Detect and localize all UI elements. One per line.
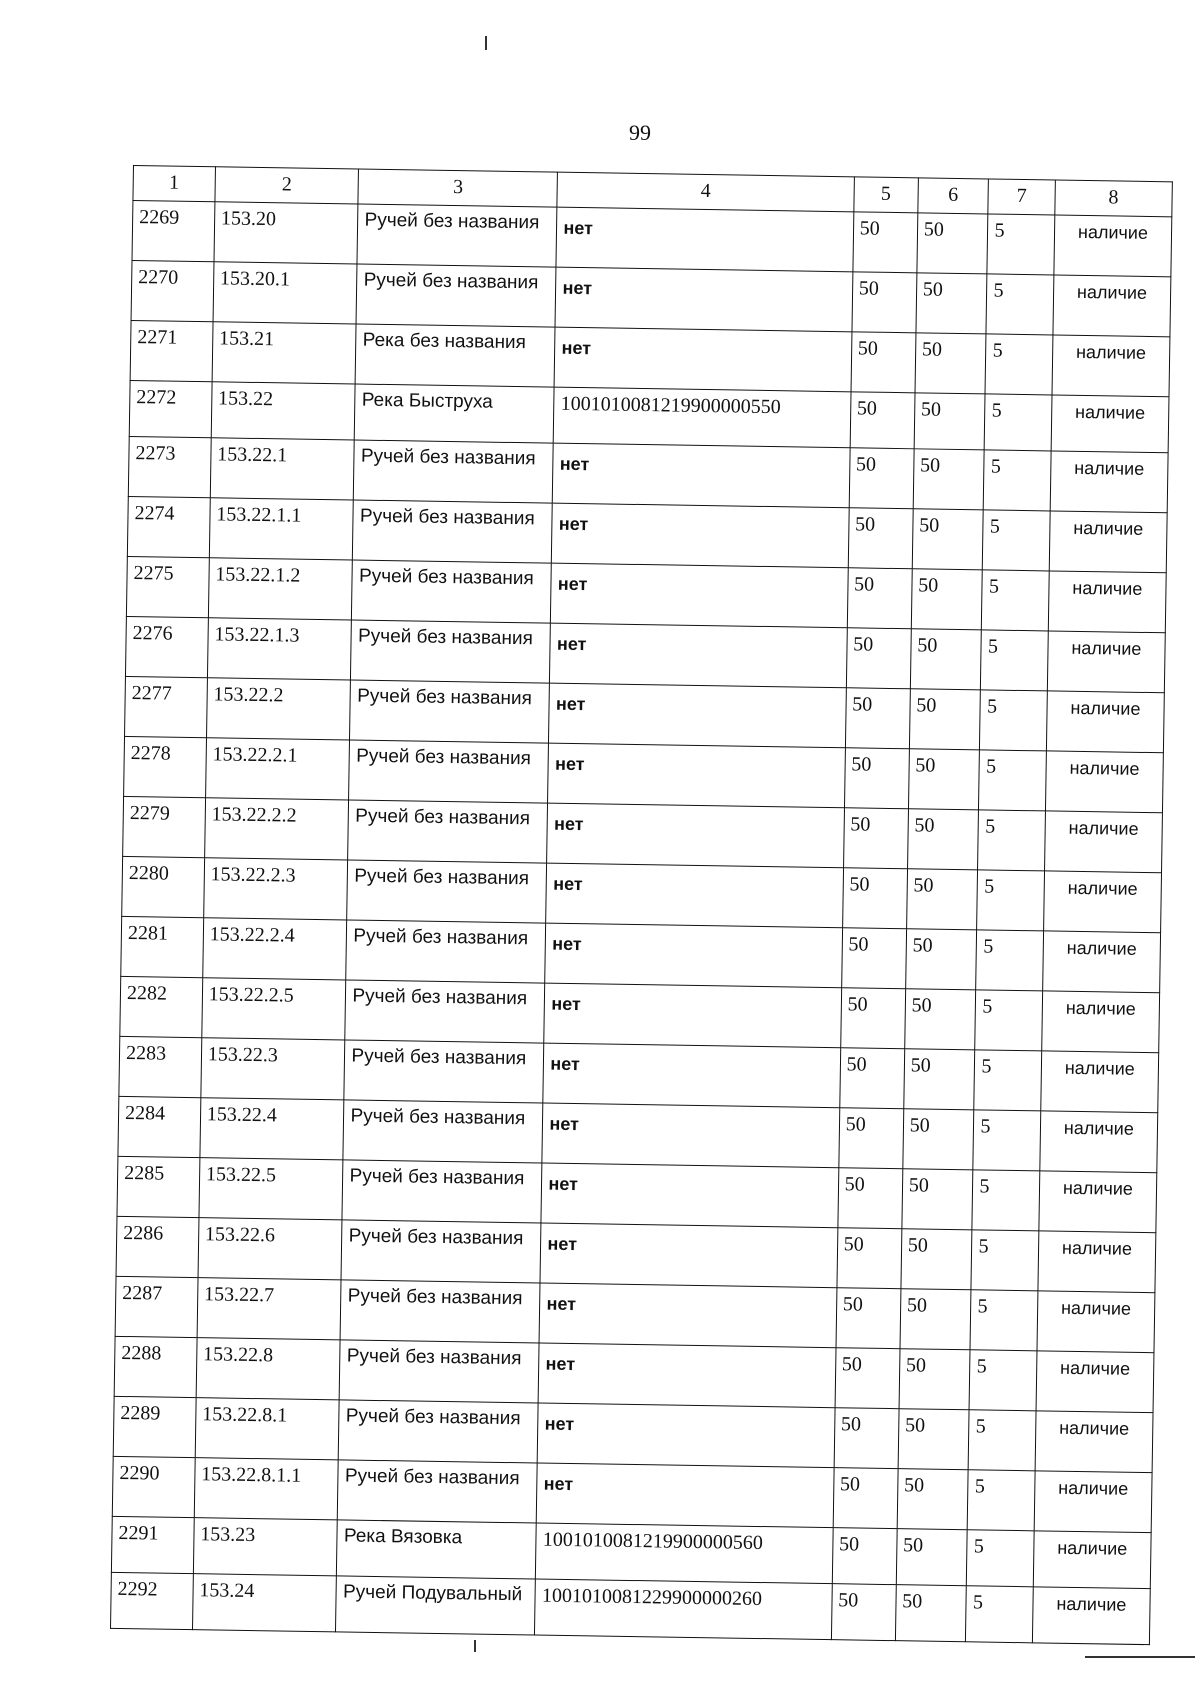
row-code-cell: 153.22.2.4 [203,918,348,980]
row-name-cell: Ручей без названия [356,264,556,327]
row-code-cell: 153.22.2.5 [202,978,347,1040]
row-name-cell: Ручей без названия [351,620,551,683]
header-cell: 5 [853,177,918,213]
row-value-col7-cell: 5 [982,570,1049,631]
row-registry-code-cell: нет [548,743,845,808]
row-status-cell: наличие [1041,1051,1159,1113]
row-code-cell: 153.20.1 [213,262,358,324]
row-value-col6-cell: 50 [911,569,983,630]
scan-line [1085,1656,1195,1658]
row-name-cell: Ручей без названия [340,1340,540,1403]
row-registry-code-cell: нет [554,327,851,392]
row-name-cell: Ручей без названия [350,680,550,743]
row-value-col7-cell: 5 [966,1586,1033,1643]
row-status-cell: наличие [1043,871,1161,933]
table-body [111,201,1172,1645]
row-name-cell: Ручей Подувальный [336,1576,536,1635]
header-cell: 3 [358,169,557,207]
row-name-cell: Ручей без названия [348,800,548,863]
row-code-cell: 153.22 [211,382,356,440]
row-number-cell: 2289 [113,1396,196,1457]
row-value-col5-cell: 50 [836,1288,901,1349]
row-status-cell: наличие [1039,1171,1157,1233]
row-status-cell: наличие [1037,1291,1155,1353]
row-registry-code-cell: нет [555,267,852,332]
row-value-col5-cell: 50 [848,508,913,569]
row-status-cell: наличие [1050,451,1168,513]
row-registry-code-cell: нет [537,1463,834,1528]
row-value-col6-cell: 50 [909,689,981,750]
row-name-cell: Ручей без названия [342,1160,542,1223]
row-name-cell: Ручей без названия [346,920,546,983]
page-number: 99 [629,120,651,145]
row-status-cell: наличие [1040,1111,1158,1173]
row-code-cell: 153.22.8 [196,1338,341,1400]
row-code-cell: 153.22.4 [200,1098,345,1160]
row-registry-code-cell: нет [547,803,844,868]
header-cell: 2 [215,167,359,204]
row-value-col6-cell: 50 [915,333,987,394]
row-value-col6-cell: 50 [917,213,989,274]
row-registry-code-cell: нет [552,503,849,568]
row-name-cell: Ручей без названия [341,1220,541,1283]
row-value-col6-cell: 50 [907,809,979,870]
row-value-col6-cell: 50 [895,1585,967,1642]
row-value-col6-cell: 50 [900,1289,972,1350]
row-number-cell: 2269 [132,201,215,262]
row-code-cell: 153.22.2 [206,678,351,740]
row-number-cell: 2277 [125,676,208,737]
row-code-cell: 153.22.2.3 [203,858,348,920]
row-number-cell: 2291 [111,1516,194,1573]
row-registry-code-cell: нет [541,1163,838,1228]
row-value-col7-cell: 5 [970,1290,1037,1351]
row-status-cell: наличие [1036,1351,1154,1413]
row-status-cell: наличие [1038,1231,1156,1293]
row-value-col7-cell: 5 [979,750,1046,811]
row-status-cell: наличие [1045,751,1163,813]
row-value-col6-cell: 50 [908,749,980,810]
row-value-col5-cell: 50 [840,988,905,1049]
row-value-col7-cell: 5 [976,930,1043,991]
row-code-cell: 153.20 [214,202,359,264]
row-value-col7-cell: 5 [971,1230,1038,1291]
row-value-col7-cell: 5 [985,394,1052,451]
row-registry-code-cell: 1001010081219900000560 [536,1523,833,1584]
row-code-cell: 153.21 [212,322,357,384]
water-bodies-table [110,165,1173,1645]
row-value-col7-cell: 5 [987,214,1054,275]
row-value-col5-cell: 50 [851,332,916,393]
row-code-cell: 153.22.8.1.1 [194,1458,339,1520]
row-value-col6-cell: 50 [912,509,984,570]
row-value-col7-cell: 5 [973,1110,1040,1171]
row-value-col7-cell: 5 [974,1050,1041,1111]
row-value-col7-cell: 5 [984,450,1051,511]
row-number-cell: 2276 [125,616,208,677]
row-registry-code-cell: нет [543,1043,840,1108]
row-registry-code-cell: нет [545,923,842,988]
row-status-cell: наличие [1054,215,1172,277]
row-number-cell: 2288 [114,1336,197,1397]
row-value-col5-cell: 50 [846,628,911,689]
row-name-cell: Ручей без названия [344,1040,544,1103]
row-value-col7-cell: 5 [986,274,1053,335]
row-name-cell: Река Вязовка [337,1520,537,1579]
row-registry-code-cell: нет [542,1103,839,1168]
row-value-col7-cell: 5 [972,1170,1039,1231]
row-number-cell: 2275 [126,556,209,617]
row-value-col6-cell: 50 [897,1469,969,1530]
row-value-col6-cell: 50 [902,1169,974,1230]
row-code-cell: 153.22.5 [199,1158,344,1220]
row-number-cell: 2273 [128,436,211,497]
row-status-cell: наличие [1044,811,1162,873]
row-status-cell: наличие [1046,691,1164,753]
row-name-cell: Ручей без названия [357,204,557,267]
row-value-col7-cell: 5 [967,1530,1034,1587]
row-number-cell: 2270 [131,260,214,321]
row-value-col5-cell: 50 [852,272,917,333]
row-code-cell: 153.22.6 [198,1218,343,1280]
row-value-col5-cell: 50 [837,1228,902,1289]
row-number-cell: 2281 [121,916,204,977]
row-name-cell: Река без названия [356,324,556,387]
row-status-cell: наличие [1042,931,1160,993]
row-registry-code-cell: нет [539,1343,836,1408]
row-number-cell: 2272 [129,380,212,437]
row-value-col5-cell: 50 [838,1168,903,1229]
row-number-cell: 2279 [123,796,206,857]
row-value-col6-cell: 50 [896,1529,968,1586]
row-name-cell: Ручей без названия [338,1460,538,1523]
row-name-cell: Ручей без названия [345,980,545,1043]
row-registry-code-cell: нет [549,683,846,748]
scan-mark [485,36,487,50]
row-value-col7-cell: 5 [985,334,1052,395]
row-value-col5-cell: 50 [841,928,906,989]
row-value-col5-cell: 50 [831,1584,896,1641]
row-value-col7-cell: 5 [980,690,1047,751]
row-value-col5-cell: 50 [835,1348,900,1409]
row-status-cell: наличие [1053,275,1171,337]
row-name-cell: Ручей без названия [353,500,553,563]
row-value-col5-cell: 50 [850,392,915,449]
header-cell: 6 [918,178,989,214]
row-status-cell: наличие [1049,511,1167,573]
row-name-cell: Ручей без названия [349,740,549,803]
header-cell: 7 [988,179,1055,215]
row-name-cell: Ручей без названия [343,1100,543,1163]
row-code-cell: 153.22.1 [210,438,355,500]
row-value-col5-cell: 50 [847,568,912,629]
row-value-col7-cell: 5 [968,1470,1035,1531]
row-registry-code-cell: нет [553,443,850,508]
row-registry-code-cell: нет [544,983,841,1048]
row-value-col7-cell: 5 [970,1350,1037,1411]
scan-mark [474,1640,476,1652]
row-registry-code-cell: нет [551,563,848,628]
row-registry-code-cell: нет [546,863,843,928]
row-number-cell: 2278 [124,736,207,797]
row-code-cell: 153.22.7 [197,1278,342,1340]
row-registry-code-cell: нет [550,623,847,688]
row-registry-code-cell: 1001010081229900000260 [535,1579,832,1640]
row-value-col6-cell: 50 [904,989,976,1050]
row-registry-code-cell: 1001010081219900000550 [554,387,851,448]
row-value-col6-cell: 50 [910,629,982,690]
row-number-cell: 2287 [115,1276,198,1337]
row-value-col6-cell: 50 [903,1109,975,1170]
row-name-cell: Ручей без названия [352,560,552,623]
row-value-col6-cell: 50 [904,1049,976,1110]
row-value-col6-cell: 50 [914,393,986,450]
header-cell: 4 [557,172,854,212]
row-value-col7-cell: 5 [977,870,1044,931]
row-value-col5-cell: 50 [853,212,918,273]
row-value-col6-cell: 50 [905,929,977,990]
row-value-col7-cell: 5 [981,630,1048,691]
row-name-cell: Ручей без названия [354,440,554,503]
row-value-col6-cell: 50 [899,1349,971,1410]
row-value-col7-cell: 5 [969,1410,1036,1471]
row-value-col6-cell: 50 [916,273,988,334]
row-value-col6-cell: 50 [901,1229,973,1290]
row-number-cell: 2282 [120,976,203,1037]
row-value-col5-cell: 50 [833,1468,898,1529]
row-registry-code-cell: нет [538,1403,835,1468]
row-number-cell: 2285 [117,1156,200,1217]
row-number-cell: 2284 [118,1096,201,1157]
row-status-cell: наличие [1052,335,1170,397]
row-registry-code-cell: нет [556,207,853,272]
row-value-col5-cell: 50 [849,448,914,509]
row-status-cell: наличие [1034,1471,1152,1533]
row-number-cell: 2283 [119,1036,202,1097]
row-code-cell: 153.22.2.1 [205,738,350,800]
row-value-col5-cell: 50 [845,688,910,749]
row-status-cell: наличие [1032,1587,1150,1645]
row-value-col7-cell: 5 [983,510,1050,571]
row-status-cell: наличие [1033,1531,1151,1589]
row-status-cell: наличие [1041,991,1159,1053]
row-value-col6-cell: 50 [906,869,978,930]
row-value-col5-cell: 50 [842,868,907,929]
row-status-cell: наличие [1047,631,1165,693]
row-code-cell: 153.22.1.3 [207,618,352,680]
row-name-cell: Река Быструха [355,384,555,443]
row-code-cell: 153.22.3 [201,1038,346,1100]
row-number-cell: 2280 [122,856,205,917]
row-code-cell: 153.22.1.1 [209,498,354,560]
row-value-col5-cell: 50 [838,1108,903,1169]
row-code-cell: 153.24 [192,1574,337,1632]
row-registry-code-cell: нет [540,1223,837,1288]
row-number-cell: 2286 [116,1216,199,1277]
row-value-col6-cell: 50 [898,1409,970,1470]
row-value-col5-cell: 50 [834,1408,899,1469]
row-number-cell: 2292 [111,1572,194,1629]
row-value-col5-cell: 50 [839,1048,904,1109]
row-number-cell: 2290 [112,1456,195,1517]
row-value-col5-cell: 50 [844,748,909,809]
row-value-col7-cell: 5 [978,810,1045,871]
header-cell: 8 [1055,180,1173,217]
row-status-cell: наличие [1051,395,1169,453]
row-status-cell: наличие [1035,1411,1153,1473]
row-code-cell: 153.22.2.2 [204,798,349,860]
row-number-cell: 2274 [127,496,210,557]
row-number-cell: 2271 [130,320,213,381]
row-value-col5-cell: 50 [832,1528,897,1585]
row-status-cell: наличие [1048,571,1166,633]
row-name-cell: Ручей без названия [341,1280,541,1343]
row-name-cell: Ручей без названия [347,860,547,923]
row-code-cell: 153.23 [193,1518,338,1576]
row-registry-code-cell: нет [539,1283,836,1348]
row-code-cell: 153.22.8.1 [195,1398,340,1460]
row-value-col7-cell: 5 [975,990,1042,1051]
row-code-cell: 153.22.1.2 [208,558,353,620]
row-value-col5-cell: 50 [843,808,908,869]
row-name-cell: Ручей без названия [339,1400,539,1463]
row-value-col6-cell: 50 [913,449,985,510]
header-cell: 1 [133,166,215,202]
